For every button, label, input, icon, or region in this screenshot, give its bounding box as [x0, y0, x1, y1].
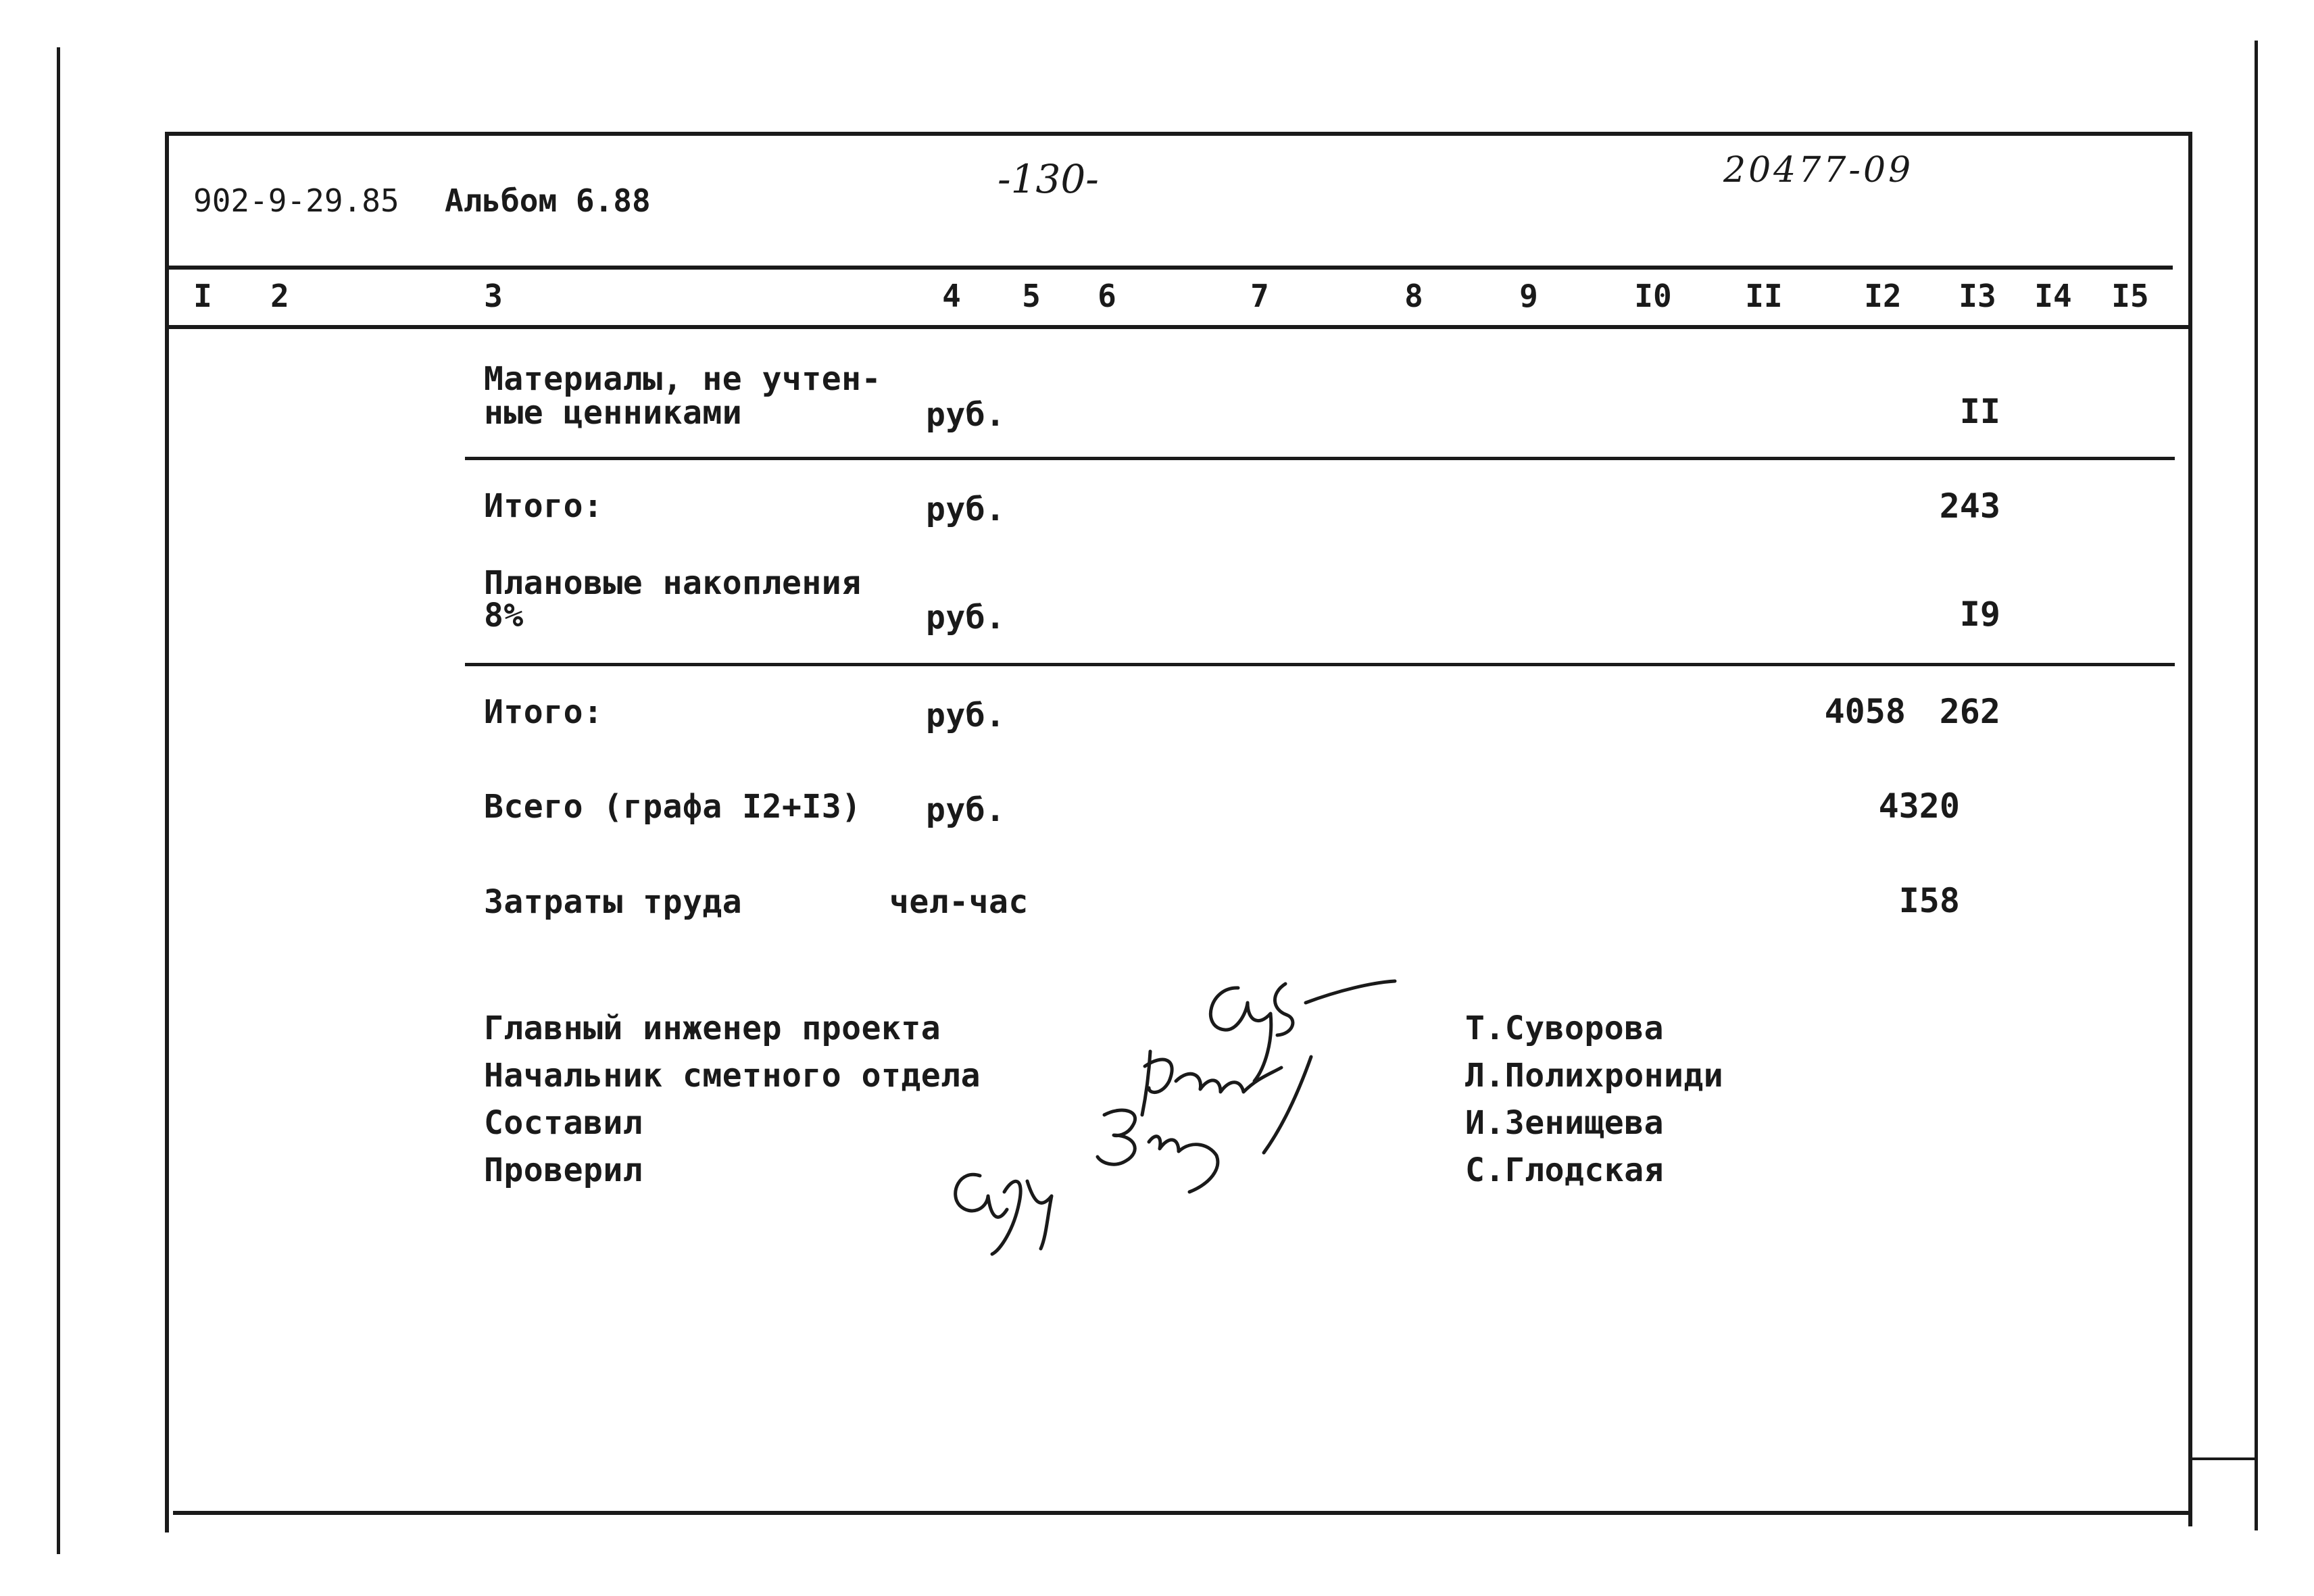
column-number-9: 9	[1519, 278, 1538, 314]
signature-name-compiled: И.Зенищева	[1465, 1104, 1664, 1142]
row-labour-label: Затраты труда	[484, 883, 743, 921]
column-number-1: I	[193, 278, 212, 314]
row-materials-unit: руб.	[926, 396, 1006, 434]
column-number-4: 4	[942, 278, 961, 314]
signature-name-chief-engineer: Т.Суворова	[1465, 1009, 1664, 1047]
signature-role-compiled: Составил	[484, 1104, 643, 1142]
row-planned-label-line2: 8%	[484, 597, 524, 634]
row-total-unit: руб.	[926, 791, 1006, 829]
row-materials-label-line1: Материалы, не учтен-	[484, 360, 881, 398]
column-number-15: I5	[2111, 278, 2149, 314]
signature-role-checked: Проверил	[484, 1151, 643, 1189]
signature-name-checked: С.Глодская	[1465, 1151, 1664, 1189]
row-labour-unit: чел-час	[889, 883, 1029, 921]
signature-role-estimate-head: Начальник сметного отдела	[484, 1057, 981, 1095]
row-materials-col13: II	[1959, 392, 2000, 431]
column-number-7: 7	[1250, 278, 1269, 314]
column-number-13: I3	[1959, 278, 1996, 314]
signature-role-chief-engineer: Главный инженер проекта	[484, 1009, 941, 1047]
row-subtotal1-label: Итого:	[484, 487, 604, 525]
column-number-8: 8	[1404, 278, 1423, 314]
row-subtotal2-unit: руб.	[926, 697, 1006, 734]
column-number-10: I0	[1634, 278, 1672, 314]
row-planned-unit: руб.	[926, 599, 1006, 637]
row-materials-label-line2: ные ценниками	[484, 394, 743, 432]
signature-name-estimate-head: Л.Полихрониди	[1465, 1057, 1724, 1095]
row-subtotal2-label: Итого:	[484, 693, 604, 731]
row-subtotal2-col12: 4058	[1824, 692, 1906, 731]
row-subtotal1-col13: 243	[1939, 487, 2000, 526]
row-planned-label-line1: Плановые накопления	[484, 564, 862, 602]
page-number: -130-	[998, 156, 1099, 202]
doc-code: 902-9-29.85	[193, 182, 399, 219]
column-number-2: 2	[270, 278, 289, 314]
column-number-6: 6	[1098, 278, 1116, 314]
row-total-value: 4320	[1878, 787, 1960, 826]
album-label: Альбом 6.88	[445, 182, 651, 219]
column-number-5: 5	[1022, 278, 1041, 314]
row-planned-col13: I9	[1959, 595, 2000, 634]
sheet-code: 20477-09	[1723, 150, 1914, 191]
row-labour-value: I58	[1898, 881, 1960, 920]
column-number-3: 3	[484, 278, 503, 314]
row-subtotal2-col13: 262	[1939, 692, 2000, 731]
row-total-label: Всего (графа I2+I3)	[484, 788, 862, 826]
column-number-11: II	[1745, 278, 1783, 314]
column-number-14: I4	[2034, 278, 2072, 314]
row-subtotal1-unit: руб.	[926, 491, 1006, 528]
column-number-12: I2	[1864, 278, 1902, 314]
